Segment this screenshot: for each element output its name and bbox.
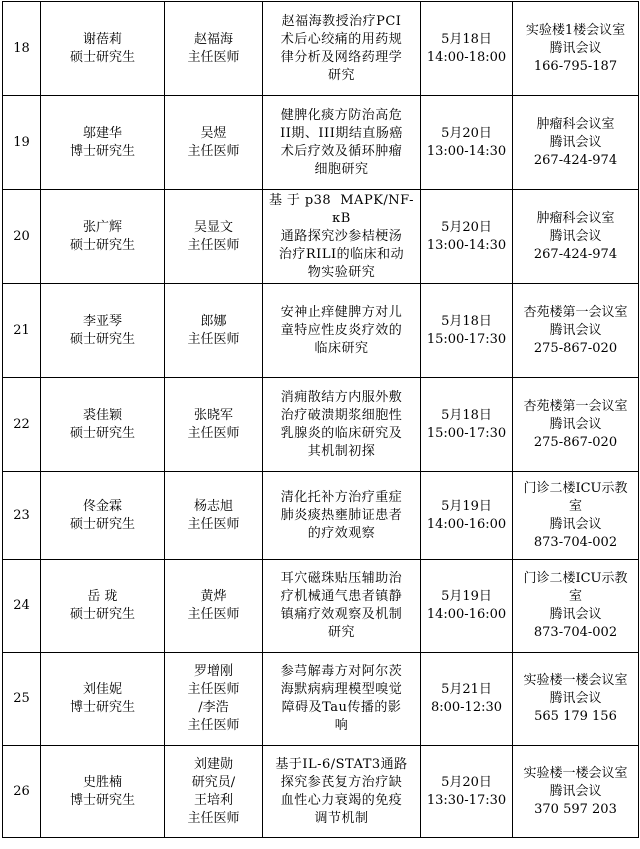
location-cell: [513, 96, 639, 190]
advisor-line: 主任医师: [187, 49, 240, 65]
time-line: 5月19日: [441, 498, 492, 514]
student-line: 硕士研究生: [69, 237, 135, 253]
time-line: 15:00-17:30: [426, 331, 507, 347]
student-line: 博士研究生: [69, 143, 135, 159]
advisor-line: 研究员/: [191, 774, 236, 790]
student-line: 岳 珑: [87, 589, 118, 604]
row-number-cell: 22: [3, 378, 41, 472]
topic-line: 海默病病理模型嗅觉: [280, 682, 403, 697]
topic-line: 基于p38 MAPK/NF-κB: [269, 192, 414, 226]
topic-line: 研究: [327, 67, 355, 83]
topic-line: 治疗破溃期浆细胞性: [280, 407, 403, 423]
student-line: 硕士研究生: [69, 49, 135, 65]
advisor-line: 主任医师: [187, 143, 240, 159]
location-line: 166-795-187: [533, 58, 618, 74]
row-number-cell: 25: [3, 653, 41, 746]
location-line: 267-424-974: [533, 152, 618, 168]
location-line: 实验楼1楼会议室: [525, 22, 626, 38]
advisor-line: 吴显文: [193, 219, 233, 235]
time-line: 5月21日: [441, 682, 492, 697]
location-line: 腾讯会议: [549, 783, 602, 799]
topic-line: 临床研究: [314, 340, 369, 356]
advisor-cell: [165, 96, 263, 190]
topic-line: 赵福海教授治疗PCI: [281, 13, 402, 29]
time-line: 5月18日: [441, 407, 492, 423]
advisor-cell: [165, 190, 263, 284]
student-cell: [41, 2, 165, 96]
location-line: 腾讯会议: [549, 416, 602, 432]
student-line: 硕士研究生: [69, 607, 135, 622]
time-cell: [421, 96, 513, 190]
topic-line: II期、III期结直肠癌: [280, 125, 403, 141]
student-line: 硕士研究生: [69, 331, 135, 347]
location-cell: [513, 190, 639, 284]
location-line: 杏苑楼第一会议室: [523, 398, 628, 414]
advisor-line: 黄烨: [200, 589, 227, 604]
advisor-cell: [165, 653, 263, 746]
topic-cell: [263, 653, 421, 746]
location-line: 370 597 203: [534, 801, 617, 817]
time-cell: [421, 746, 513, 838]
time-cell: [421, 2, 513, 96]
row-number-cell: 19: [3, 96, 41, 190]
schedule-table: [2, 1, 639, 838]
advisor-line: 杨志旭: [193, 498, 233, 514]
time-line: 13:30-17:30: [426, 792, 507, 808]
topic-line: 安神止痒健脾方对儿: [280, 304, 403, 320]
topic-line: 通路探究沙参桔梗汤: [280, 228, 403, 244]
topic-line: 血性心力衰竭的免疫: [280, 792, 403, 808]
topic-cell: [263, 378, 421, 472]
topic-line: 童特应性皮炎疗效的: [280, 322, 403, 338]
location-line: 肿瘤科会议室: [536, 116, 615, 132]
location-line: 门诊二楼ICU示教: [523, 480, 628, 496]
location-line: 腾讯会议: [549, 691, 602, 706]
advisor-line: 主任医师: [187, 682, 240, 697]
advisor-cell: [165, 472, 263, 560]
table-row: [3, 2, 639, 96]
topic-line: 消痈散结方内服外敷: [280, 389, 403, 405]
location-line: 室: [568, 589, 582, 604]
time-line: 14:00-18:00: [426, 49, 507, 65]
location-cell: [513, 746, 639, 838]
advisor-cell: [165, 560, 263, 653]
location-line: 873-704-002: [533, 534, 618, 550]
topic-line: 健脾化痰方防治高危: [280, 107, 403, 123]
location-line: 275-867-020: [533, 434, 618, 450]
time-cell: [421, 378, 513, 472]
time-cell: [421, 560, 513, 653]
topic-line: 的疗效观察: [307, 525, 376, 541]
topic-line: 细胞研究: [314, 161, 369, 177]
time-line: 5月18日: [441, 31, 492, 47]
table-row: [3, 746, 639, 838]
schedule-table-body: [3, 2, 639, 838]
student-line: 裘佳颖: [82, 407, 122, 423]
topic-line: 探究参芪复方治疗缺: [280, 774, 403, 790]
location-line: 267-424-974: [533, 246, 618, 262]
time-line: 15:00-17:30: [426, 425, 507, 441]
location-line: 腾讯会议: [549, 607, 602, 622]
time-line: 13:00-14:30: [426, 143, 507, 159]
advisor-cell: [165, 746, 263, 838]
time-line: 5月20日: [441, 125, 492, 141]
table-row: [3, 378, 639, 472]
topic-cell: [263, 472, 421, 560]
location-cell: [513, 378, 639, 472]
student-line: 佟金霖: [82, 498, 122, 514]
topic-line: 耳穴磁珠贴压辅助治: [280, 571, 403, 586]
location-line: 腾讯会议: [549, 40, 602, 56]
student-cell: [41, 472, 165, 560]
row-number-cell: 23: [3, 472, 41, 560]
topic-cell: [263, 190, 421, 284]
topic-line: 其机制初探: [307, 443, 376, 459]
table-row: [3, 653, 639, 746]
topic-line: 治疗RILI的临床和动: [278, 246, 405, 262]
location-line: 实验楼一楼会议室: [523, 765, 628, 781]
topic-line: 基于IL-6/STAT3通路: [275, 756, 408, 772]
topic-line: 响: [334, 718, 349, 733]
row-number-cell: 21: [3, 284, 41, 378]
table-row: [3, 190, 639, 284]
location-line: 873-704-002: [533, 625, 618, 640]
location-line: 实验楼一楼会议室: [523, 673, 628, 688]
topic-line: 物实验研究: [307, 264, 376, 280]
time-line: 14:00-16:00: [426, 607, 507, 622]
student-line: 硕士研究生: [69, 516, 135, 532]
student-cell: [41, 378, 165, 472]
table-row: [3, 472, 639, 560]
location-line: 565 179 156: [534, 709, 617, 724]
location-cell: [513, 653, 639, 746]
location-line: 275-867-020: [533, 340, 618, 356]
advisor-line: 主任医师: [187, 237, 240, 253]
advisor-line: 赵福海: [193, 31, 233, 47]
location-line: 室: [568, 498, 582, 514]
time-cell: [421, 472, 513, 560]
time-line: 5月20日: [441, 219, 492, 235]
student-line: 邬建华: [82, 125, 122, 141]
student-cell: [41, 746, 165, 838]
advisor-cell: [165, 284, 263, 378]
location-line: 肿瘤科会议室: [536, 210, 615, 226]
location-cell: [513, 560, 639, 653]
time-line: 5月19日: [441, 589, 492, 604]
student-cell: [41, 653, 165, 746]
advisor-line: 罗增刚: [193, 664, 233, 679]
topic-line: 清化托补方治疗重症: [280, 489, 403, 505]
topic-line: 研究: [327, 625, 355, 640]
row-number-cell: 24: [3, 560, 41, 653]
location-line: 腾讯会议: [549, 516, 602, 532]
advisor-line: 主任医师: [187, 425, 240, 441]
student-line: 硕士研究生: [69, 425, 135, 441]
student-line: 刘佳妮: [82, 682, 122, 697]
topic-cell: [263, 746, 421, 838]
table-row: [3, 284, 639, 378]
topic-cell: [263, 2, 421, 96]
advisor-line: 王培利: [193, 792, 233, 808]
student-line: 谢蓓莉: [82, 31, 122, 47]
advisor-line: 主任医师: [187, 718, 240, 733]
topic-line: 律分析及网络药理学: [280, 49, 403, 65]
location-line: 腾讯会议: [549, 228, 602, 244]
advisor-cell: [165, 378, 263, 472]
location-cell: [513, 2, 639, 96]
time-cell: [421, 653, 513, 746]
topic-line: 障碍及Tau传播的影: [281, 700, 402, 715]
time-line: 13:00-14:30: [426, 237, 507, 253]
advisor-line: 主任医师: [187, 810, 240, 826]
student-line: 博士研究生: [69, 700, 135, 715]
advisor-line: 主任医师: [187, 516, 240, 532]
student-line: 史胜楠: [82, 774, 122, 790]
table-row: [3, 560, 639, 653]
location-cell: [513, 472, 639, 560]
time-cell: [421, 190, 513, 284]
topic-line: 参芎解毒方对阿尔茨: [280, 664, 403, 679]
location-line: 门诊二楼ICU示教: [523, 571, 628, 586]
time-line: 8:00-12:30: [430, 700, 503, 715]
topic-line: 调节机制: [314, 810, 369, 826]
student-line: 博士研究生: [69, 792, 135, 808]
student-cell: [41, 560, 165, 653]
row-number-cell: 18: [3, 2, 41, 96]
location-cell: [513, 284, 639, 378]
table-row: [3, 96, 639, 190]
student-line: 张广辉: [82, 219, 122, 235]
student-line: 李亚琴: [82, 313, 122, 329]
topic-line: 镇痛疗效观察及机制: [280, 607, 403, 622]
topic-line: 乳腺炎的临床研究及: [280, 425, 403, 441]
advisor-line: 主任医师: [187, 607, 240, 622]
student-cell: [41, 284, 165, 378]
time-line: 14:00-16:00: [426, 516, 507, 532]
row-number-cell: 20: [3, 190, 41, 284]
time-line: 5月18日: [441, 313, 492, 329]
advisor-line: 郎娜: [200, 313, 227, 329]
row-number-cell: 26: [3, 746, 41, 838]
student-cell: [41, 190, 165, 284]
advisor-line: 主任医师: [187, 331, 240, 347]
advisor-line: /李浩: [198, 700, 229, 715]
topic-line: 术后心绞痛的用药规: [280, 31, 403, 47]
topic-cell: [263, 284, 421, 378]
advisor-line: 吴煜: [200, 125, 227, 141]
location-line: 腾讯会议: [549, 322, 602, 338]
topic-line: 肺炎痰热壅肺证患者: [280, 507, 403, 523]
advisor-line: 刘建勋: [193, 756, 233, 772]
topic-line: 术后疗效及循环肿瘤: [280, 143, 403, 159]
location-line: 杏苑楼第一会议室: [523, 304, 628, 320]
time-line: 5月20日: [441, 774, 492, 790]
location-line: 腾讯会议: [549, 134, 602, 150]
topic-cell: [263, 560, 421, 653]
topic-cell: [263, 96, 421, 190]
advisor-line: 张晓军: [193, 407, 233, 423]
student-cell: [41, 96, 165, 190]
topic-line: 疗机械通气患者镇静: [280, 589, 403, 604]
advisor-cell: [165, 2, 263, 96]
time-cell: [421, 284, 513, 378]
